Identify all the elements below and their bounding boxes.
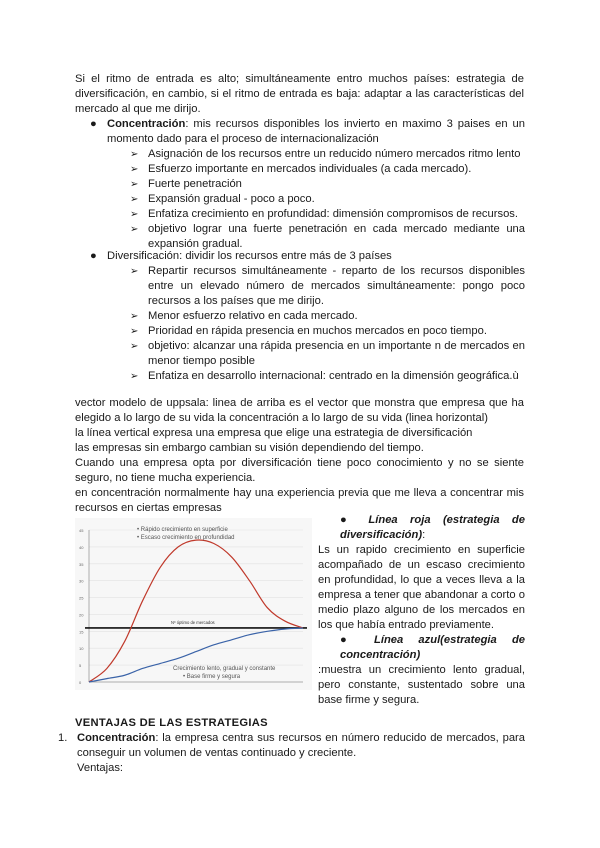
list-item: ➢ objetivo lograr una fuerte penetración en cada mercado mediante una expansión gradual. xyxy=(130,223,525,250)
bullet-concentracion xyxy=(80,117,525,252)
concentracion-desc: : mis recursos disponibles los invierto en maximo 3 paises en un momento dado para el proceso de internacionalización xyxy=(107,118,525,145)
chart-svg xyxy=(75,518,312,690)
y-tick-label: 10 xyxy=(79,646,84,652)
list-item: ➢ Fuerte penetración xyxy=(130,178,242,190)
list-item: ➢ Esfuerzo importante en mercados individuales (a cada mercado). xyxy=(130,163,472,175)
concentracion-list xyxy=(130,147,525,252)
list-item: ➢ Prioridad en rápida presencia en muchos mercados en poco tiempo. xyxy=(130,325,487,337)
paragraph: vector modelo de uppsala: linea de arriba es el vector que monstra que empresa que ha elegido a lo largo de su vida la concentración a lo largo de su vida (linea horizontal) xyxy=(75,397,524,424)
y-tick-label: 35 xyxy=(79,561,84,567)
list-item: ➢ objetivo: alcanzar una rápida presencia en un importante n de mercados en menor tiempo posible xyxy=(130,340,525,367)
strategy-chart xyxy=(75,518,312,690)
list-item: ➢ Asignación de los recursos entre un reducido número mercados ritmo lento xyxy=(130,148,521,160)
paragraph: la línea vertical expresa una empresa que elige una estrategia de diversificación xyxy=(75,427,473,439)
arrow-bullet-icon: ➢ xyxy=(130,371,139,382)
diversificacion-list xyxy=(130,264,525,384)
paragraph: en concentración normalmente hay una experiencia previa que me lleva a concentrar mis recursos en ciertas empresas xyxy=(75,487,524,514)
arrow-bullet-icon: ➢ xyxy=(130,341,139,352)
arrow-bullet-icon: ➢ xyxy=(130,179,139,190)
list-item: ➢ Repartir recursos simultáneamente - reparto de los recursos disponibles entre un elevado número de mercados simultáneamente: pongo poco recursos a los países que me dirijo. xyxy=(130,265,525,307)
ventajas-text: : la empresa centra sus recursos en número reducido de mercados, para conseguir un volumen de ventas continuado y creciente. xyxy=(77,732,525,759)
arrow-bullet-icon: ➢ xyxy=(130,224,139,235)
legend-entry: Crecimiento lento, gradual y constante xyxy=(173,666,276,672)
arrow-bullet-icon: ➢ xyxy=(130,311,139,322)
list-item: ➢ Expansión gradual - poco a poco. xyxy=(130,193,315,205)
legend-entry: • Base firme y segura xyxy=(183,674,241,680)
y-tick-label: 30 xyxy=(79,578,84,584)
y-tick-label: 20 xyxy=(79,612,84,618)
intro-paragraph: Si el ritmo de entrada es alto; simultáneamente entro muchos países: estrategia de diversificación, en cambio, si el ritmo de entrada es baja: adaptar a las características del mercado al que me dirijo. xyxy=(75,73,524,115)
bullet-diversificacion xyxy=(80,249,525,384)
list-item: ➢ Enfatiza crecimiento en profundidad: dimensión compromisos de recursos. xyxy=(130,208,518,220)
legend-entry: • Rápido crecimiento en superficie xyxy=(137,527,228,533)
series-line xyxy=(89,540,303,682)
legend-entry: • Escaso crecimiento en profundidad xyxy=(137,535,235,541)
optimum-label: Nº óptimo de mercados xyxy=(171,619,215,625)
paragraph: Cuando una empresa opta por diversificación tiene poco conocimiento y no se siente seguro, no tiene mucha experiencia. xyxy=(75,457,524,484)
y-tick-label: 45 xyxy=(79,528,84,533)
linea-roja-text: Ls un rapido crecimiento en superficie acompañado de un escaso crecimiento en profundidad, lo que a veces lleva a la empresa a tener que abandonar a corto o medio plazo alguno de los mercados en los que había entrado previamente. xyxy=(318,544,525,631)
y-tick-label: 15 xyxy=(79,629,84,635)
arrow-bullet-icon: ➢ xyxy=(130,149,139,160)
list-item: ➢ Enfatiza en desarrollo internacional: centrado en la dimensión geográfica.ù xyxy=(130,370,519,382)
ventajas-label: Ventajas: xyxy=(77,762,124,774)
linea-roja-heading: ● Línea roja (estrategia de diversificación) xyxy=(340,514,525,541)
arrow-bullet-icon: ➢ xyxy=(130,266,139,277)
ventajas-term: Concentración xyxy=(77,732,156,744)
chart-explanation xyxy=(318,513,525,708)
ventajas-list xyxy=(58,731,525,776)
linea-azul-heading: ● Línea azul(estrategia de concentración) xyxy=(340,634,525,661)
paragraph: las empresas sin embargo cambian su visión dependiendo del tiempo. xyxy=(75,442,424,454)
y-tick-label: 40 xyxy=(79,544,84,550)
y-tick-label: 25 xyxy=(79,595,84,601)
list-item: ➢ Menor esfuerzo relativo en cada mercado. xyxy=(130,310,358,322)
diversificacion-text: Diversificación: dividir los recursos entre más de 3 países xyxy=(107,250,392,262)
uppsala-paragraphs xyxy=(75,396,524,516)
bullet-dot-icon: ● xyxy=(90,250,97,262)
list-number: 1. xyxy=(58,732,68,744)
arrow-bullet-icon: ➢ xyxy=(130,326,139,337)
y-tick-label: 0 xyxy=(79,680,82,685)
y-tick-label: 5 xyxy=(79,663,82,669)
bullet-dot-icon: ● xyxy=(90,118,97,130)
arrow-bullet-icon: ➢ xyxy=(130,194,139,205)
linea-roja-colon: : xyxy=(422,529,426,541)
arrow-bullet-icon: ➢ xyxy=(130,164,139,175)
concentracion-title: Concentración xyxy=(107,118,186,130)
ventajas-heading: VENTAJAS DE LAS ESTRATEGIAS xyxy=(75,717,268,729)
arrow-bullet-icon: ➢ xyxy=(130,209,139,220)
linea-azul-text: :muestra un crecimiento lento gradual, pero constante, sustentado sobre una base firme y segura. xyxy=(318,664,525,706)
